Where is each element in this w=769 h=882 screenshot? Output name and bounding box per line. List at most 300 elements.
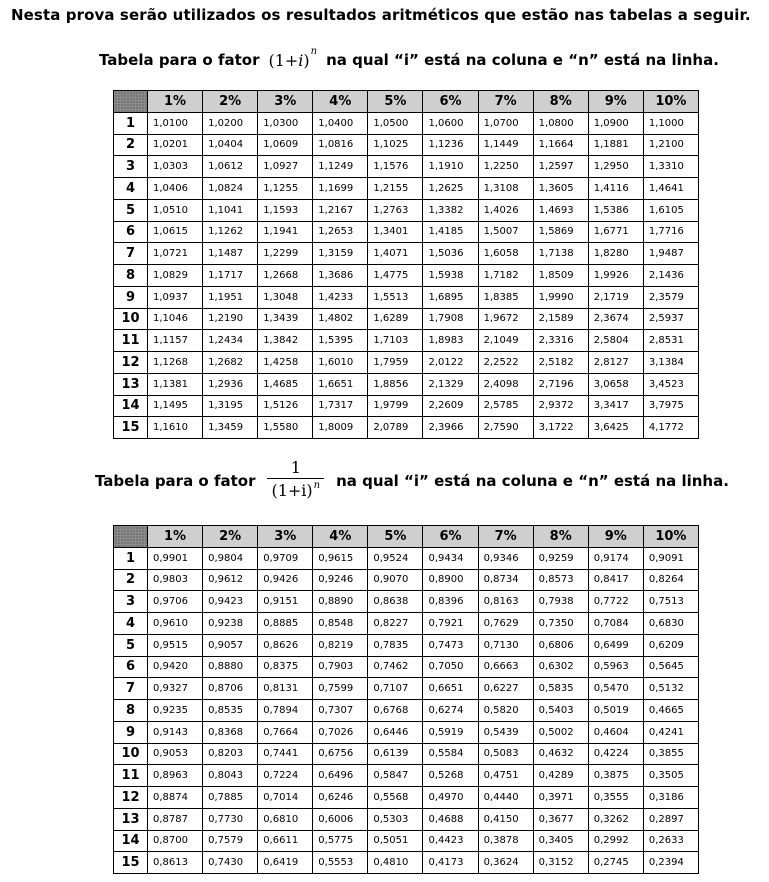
formula-base-close: )	[303, 50, 310, 70]
table-cell: 1,3401	[368, 221, 423, 243]
table-cell: 0,5847	[368, 765, 423, 787]
table-cell: 1,2167	[313, 199, 368, 221]
table-cell: 0,3186	[643, 787, 698, 809]
table-cell: 2,5804	[588, 330, 643, 352]
table-cell: 0,5083	[478, 743, 533, 765]
table-cell: 0,5051	[368, 830, 423, 852]
column-header: 9%	[588, 526, 643, 548]
table-cell: 0,8535	[203, 700, 258, 722]
table-cell: 1,0829	[148, 265, 203, 287]
table-cell: 2,7196	[533, 373, 588, 395]
column-header: 6%	[423, 91, 478, 113]
table-cell: 0,8264	[643, 569, 698, 591]
table-cell: 1,9799	[368, 395, 423, 417]
table-row	[114, 591, 699, 613]
table-cell: 0,9246	[313, 569, 368, 591]
table-cell: 0,7430	[203, 852, 258, 874]
table-cell: 0,5820	[478, 700, 533, 722]
table-cell: 1,4116	[588, 178, 643, 200]
table-cell: 2,2522	[478, 352, 533, 374]
table-cell: 0,4604	[588, 721, 643, 743]
column-header: 7%	[478, 91, 533, 113]
table-cell: 1,0200	[203, 112, 258, 134]
formula-denominator	[267, 478, 324, 504]
table-cell: 0,3971	[533, 787, 588, 809]
row-header: 3	[114, 156, 148, 178]
table-cell: 0,3555	[588, 787, 643, 809]
table-cell: 0,6768	[368, 700, 423, 722]
intro-text: Nesta prova serão utilizados os resultados aritméticos que estão nas tabelas a seguir.	[11, 6, 751, 24]
table-cell: 0,5775	[313, 830, 368, 852]
table-cell: 1,7182	[478, 265, 533, 287]
column-header: 3%	[258, 526, 313, 548]
table-cell: 1,1910	[423, 156, 478, 178]
table-cell: 1,5938	[423, 265, 478, 287]
table-cell: 1,4233	[313, 286, 368, 308]
row-header: 8	[114, 265, 148, 287]
table-cell: 1,5036	[423, 243, 478, 265]
table-cell: 1,8385	[478, 286, 533, 308]
table-cell: 1,8009	[313, 417, 368, 439]
table-cell: 1,0612	[203, 156, 258, 178]
table-cell: 2,3579	[643, 286, 698, 308]
table-cell: 0,3624	[478, 852, 533, 874]
table-header-row	[114, 526, 699, 548]
table-cell: 1,2625	[423, 178, 478, 200]
column-header: 2%	[203, 526, 258, 548]
discount-factor-formula	[267, 458, 324, 504]
table-cell: 0,8548	[313, 613, 368, 635]
table-cell: 0,7579	[203, 830, 258, 852]
table-cell: 0,7921	[423, 613, 478, 635]
table-cell: 2,7590	[478, 417, 533, 439]
table-cell: 0,9091	[643, 547, 698, 569]
table-cell: 1,1262	[203, 221, 258, 243]
row-header: 9	[114, 721, 148, 743]
column-header: 5%	[368, 526, 423, 548]
column-header: 4%	[313, 526, 368, 548]
table-cell: 2,3966	[423, 417, 478, 439]
row-header: 6	[114, 656, 148, 678]
table-cell: 0,7903	[313, 656, 368, 678]
table-cell: 1,7959	[368, 352, 423, 374]
row-header: 14	[114, 395, 148, 417]
table-cell: 3,1384	[643, 352, 698, 374]
table-cell: 1,2100	[643, 134, 698, 156]
table-cell: 0,6446	[368, 721, 423, 743]
table-cell: 0,9706	[148, 591, 203, 613]
table-cell: 0,9057	[203, 634, 258, 656]
table-cell: 0,6496	[313, 765, 368, 787]
table-cell: 1,1041	[203, 199, 258, 221]
table-cell: 1,2763	[368, 199, 423, 221]
table-cell: 1,3159	[313, 243, 368, 265]
table-cell: 1,8280	[588, 243, 643, 265]
table-cell: 0,5002	[533, 721, 588, 743]
table-cell: 1,4641	[643, 178, 698, 200]
table-cell: 3,7975	[643, 395, 698, 417]
table-cell: 0,7730	[203, 808, 258, 830]
table-cell: 1,9672	[478, 308, 533, 330]
table-cell: 1,5513	[368, 286, 423, 308]
table-cell: 1,3439	[258, 308, 313, 330]
table-cell: 0,3677	[533, 808, 588, 830]
column-header: 6%	[423, 526, 478, 548]
table-cell: 0,8880	[203, 656, 258, 678]
table-cell: 3,4523	[643, 373, 698, 395]
table-row	[114, 721, 699, 743]
table-cell: 0,4289	[533, 765, 588, 787]
table-cell: 1,5580	[258, 417, 313, 439]
table-cell: 1,1046	[148, 308, 203, 330]
table-cell: 0,9434	[423, 547, 478, 569]
table-cell: 0,7473	[423, 634, 478, 656]
table-cell: 1,6771	[588, 221, 643, 243]
table-cell: 0,7894	[258, 700, 313, 722]
table-row	[114, 243, 699, 265]
table-cell: 0,8227	[368, 613, 423, 635]
table-cell: 1,4071	[368, 243, 423, 265]
table-cell: 2,1589	[533, 308, 588, 330]
table-header-row	[114, 91, 699, 113]
table-cell: 0,4241	[643, 721, 698, 743]
table-cell: 0,5584	[423, 743, 478, 765]
table-cell: 0,6806	[533, 634, 588, 656]
table-cell: 1,2299	[258, 243, 313, 265]
row-header: 5	[114, 634, 148, 656]
table-cell: 1,8983	[423, 330, 478, 352]
table-cell: 0,9143	[148, 721, 203, 743]
table-cell: 1,0201	[148, 134, 203, 156]
table-cell: 0,8613	[148, 852, 203, 874]
table-cell: 2,8127	[588, 352, 643, 374]
corner-cell	[114, 91, 148, 113]
row-header: 13	[114, 373, 148, 395]
table-cell: 0,6209	[643, 634, 698, 656]
row-header: 12	[114, 352, 148, 374]
table-cell: 1,1025	[368, 134, 423, 156]
table-row	[114, 417, 699, 439]
table-cell: 1,4258	[258, 352, 313, 374]
table-cell: 0,4970	[423, 787, 478, 809]
table-cell: 0,9709	[258, 547, 313, 569]
table-cell: 0,5645	[643, 656, 698, 678]
table-cell: 1,0800	[533, 112, 588, 134]
table-cell: 1,3382	[423, 199, 478, 221]
table-cell: 1,1576	[368, 156, 423, 178]
row-header: 14	[114, 830, 148, 852]
table-cell: 1,1000	[643, 112, 698, 134]
table-cell: 0,6419	[258, 852, 313, 874]
corner-cell	[114, 526, 148, 548]
table-cell: 1,2936	[203, 373, 258, 395]
table-row	[114, 852, 699, 874]
table-row	[114, 352, 699, 374]
table-cell: 2,1436	[643, 265, 698, 287]
table-cell: 0,9804	[203, 547, 258, 569]
table-cell: 1,0406	[148, 178, 203, 200]
table-cell: 1,2250	[478, 156, 533, 178]
table-cell: 0,5835	[533, 678, 588, 700]
table-cell: 0,6810	[258, 808, 313, 830]
table-cell: 0,7026	[313, 721, 368, 743]
table-cell: 2,1329	[423, 373, 478, 395]
table-cell: 1,5869	[533, 221, 588, 243]
table-cell: 0,9615	[313, 547, 368, 569]
table-cell: 0,8163	[478, 591, 533, 613]
table-row	[114, 787, 699, 809]
table-cell: 0,8396	[423, 591, 478, 613]
column-header: 8%	[533, 91, 588, 113]
table-cell: 0,8131	[258, 678, 313, 700]
table-cell: 2,0122	[423, 352, 478, 374]
table-cell: 0,6006	[313, 808, 368, 830]
table-cell: 0,4751	[478, 765, 533, 787]
row-header: 15	[114, 852, 148, 874]
table-cell: 0,4150	[478, 808, 533, 830]
table-cell: 1,3310	[643, 156, 698, 178]
table-cell: 0,2633	[643, 830, 698, 852]
table-cell: 1,0615	[148, 221, 203, 243]
table-cell: 0,5470	[588, 678, 643, 700]
table-cell: 1,3459	[203, 417, 258, 439]
table-cell: 0,3875	[588, 765, 643, 787]
column-header: 4%	[313, 91, 368, 113]
table-cell: 1,1449	[478, 134, 533, 156]
table-cell: 3,0658	[588, 373, 643, 395]
table-cell: 1,7138	[533, 243, 588, 265]
table-cell: 1,0927	[258, 156, 313, 178]
row-header: 10	[114, 308, 148, 330]
table-cell: 0,8375	[258, 656, 313, 678]
table-cell: 0,9423	[203, 591, 258, 613]
table-cell: 1,9487	[643, 243, 698, 265]
table-cell: 1,0404	[203, 134, 258, 156]
table-cell: 2,9372	[533, 395, 588, 417]
table-cell: 0,8900	[423, 569, 478, 591]
table-cell: 1,8856	[368, 373, 423, 395]
table-row	[114, 308, 699, 330]
row-header: 15	[114, 417, 148, 439]
table-row	[114, 830, 699, 852]
table-row	[114, 678, 699, 700]
row-header: 4	[114, 178, 148, 200]
row-header: 1	[114, 547, 148, 569]
table-cell: 0,6227	[478, 678, 533, 700]
table1-caption-prefix: Tabela para o fator	[99, 51, 260, 69]
column-header: 3%	[258, 91, 313, 113]
table-row	[114, 199, 699, 221]
row-header: 5	[114, 199, 148, 221]
table-cell: 1,3108	[478, 178, 533, 200]
table-cell: 1,0816	[313, 134, 368, 156]
table-cell: 1,3605	[533, 178, 588, 200]
table-cell: 0,5553	[313, 852, 368, 874]
table-cell: 1,4775	[368, 265, 423, 287]
table-cell: 1,5395	[313, 330, 368, 352]
table-cell: 3,1722	[533, 417, 588, 439]
table-cell: 1,7716	[643, 221, 698, 243]
row-header: 11	[114, 330, 148, 352]
table-cell: 1,0600	[423, 112, 478, 134]
table-cell: 1,7908	[423, 308, 478, 330]
table-cell: 1,6105	[643, 199, 698, 221]
table-row	[114, 112, 699, 134]
table-cell: 0,5132	[643, 678, 698, 700]
row-header: 11	[114, 765, 148, 787]
table-cell: 1,0721	[148, 243, 203, 265]
table-row	[114, 373, 699, 395]
table-cell: 0,7050	[423, 656, 478, 678]
table-cell: 0,7441	[258, 743, 313, 765]
table-cell: 1,2950	[588, 156, 643, 178]
table-row	[114, 134, 699, 156]
table-cell: 1,1941	[258, 221, 313, 243]
table-cell: 0,9610	[148, 613, 203, 635]
table-cell: 0,8706	[203, 678, 258, 700]
table-cell: 0,9174	[588, 547, 643, 569]
table-cell: 1,5126	[258, 395, 313, 417]
table-cell: 0,2992	[588, 830, 643, 852]
table-cell: 0,8203	[203, 743, 258, 765]
table-cell: 1,9990	[533, 286, 588, 308]
table-row	[114, 265, 699, 287]
row-header: 13	[114, 808, 148, 830]
row-header: 8	[114, 700, 148, 722]
table-cell: 0,7722	[588, 591, 643, 613]
table-cell: 0,9070	[368, 569, 423, 591]
table-cell: 0,2897	[643, 808, 698, 830]
table-cell: 1,0400	[313, 112, 368, 134]
table-cell: 0,7938	[533, 591, 588, 613]
column-header: 10%	[643, 526, 698, 548]
table-cell: 0,6756	[313, 743, 368, 765]
table-cell: 3,3417	[588, 395, 643, 417]
table-cell: 1,6289	[368, 308, 423, 330]
table-cell: 0,8417	[588, 569, 643, 591]
table-cell: 2,0789	[368, 417, 423, 439]
table-cell: 0,9803	[148, 569, 203, 591]
table-cell: 1,1157	[148, 330, 203, 352]
table-cell: 0,9259	[533, 547, 588, 569]
table-row	[114, 221, 699, 243]
table-cell: 0,3262	[588, 808, 643, 830]
table-cell: 2,1719	[588, 286, 643, 308]
table-cell: 0,8874	[148, 787, 203, 809]
table-cell: 0,4224	[588, 743, 643, 765]
row-header: 12	[114, 787, 148, 809]
table-cell: 1,6895	[423, 286, 478, 308]
table-cell: 0,2745	[588, 852, 643, 874]
table-cell: 2,3316	[533, 330, 588, 352]
table-cell: 1,2155	[368, 178, 423, 200]
column-header: 2%	[203, 91, 258, 113]
table-cell: 0,4665	[643, 700, 698, 722]
table-cell: 0,5303	[368, 808, 423, 830]
table-cell: 0,6830	[643, 613, 698, 635]
table-cell: 0,7599	[313, 678, 368, 700]
table-cell: 1,0510	[148, 199, 203, 221]
table-cell: 0,4688	[423, 808, 478, 830]
table-cell: 0,6274	[423, 700, 478, 722]
table-cell: 0,8734	[478, 569, 533, 591]
table-cell: 1,7317	[313, 395, 368, 417]
table-cell: 0,3152	[533, 852, 588, 874]
table-cell: 0,4632	[533, 743, 588, 765]
table2-caption-prefix: Tabela para o fator	[95, 472, 256, 490]
table-cell: 1,0303	[148, 156, 203, 178]
table-row	[114, 656, 699, 678]
table-cell: 0,7084	[588, 613, 643, 635]
table-row	[114, 395, 699, 417]
table-cell: 0,6499	[588, 634, 643, 656]
table-cell: 0,5568	[368, 787, 423, 809]
table-cell: 0,9420	[148, 656, 203, 678]
table-cell: 1,4026	[478, 199, 533, 221]
table-cell: 0,7462	[368, 656, 423, 678]
table-row	[114, 808, 699, 830]
row-header: 10	[114, 743, 148, 765]
table-cell: 1,7103	[368, 330, 423, 352]
row-header: 9	[114, 286, 148, 308]
table-row	[114, 765, 699, 787]
table-cell: 0,3405	[533, 830, 588, 852]
table-row	[114, 547, 699, 569]
table-cell: 1,4685	[258, 373, 313, 395]
table-cell: 0,6302	[533, 656, 588, 678]
table-cell: 0,9612	[203, 569, 258, 591]
table-cell: 1,0700	[478, 112, 533, 134]
table-cell: 1,1249	[313, 156, 368, 178]
table-cell: 1,1236	[423, 134, 478, 156]
table-cell: 1,1610	[148, 417, 203, 439]
table-cell: 1,0100	[148, 112, 203, 134]
table-cell: 0,6611	[258, 830, 313, 852]
table1-caption-suffix: na qual “i” está na coluna e “n” está na linha.	[326, 51, 719, 69]
formula-var: i	[298, 50, 304, 70]
table-cell: 1,3195	[203, 395, 258, 417]
table-cell: 1,2190	[203, 308, 258, 330]
table-cell: 1,9926	[588, 265, 643, 287]
table-cell: 0,5268	[423, 765, 478, 787]
column-header: 9%	[588, 91, 643, 113]
table-cell: 0,6246	[313, 787, 368, 809]
table-row	[114, 286, 699, 308]
table-cell: 1,5007	[478, 221, 533, 243]
table-cell: 0,9238	[203, 613, 258, 635]
table-row	[114, 569, 699, 591]
table-cell: 0,9901	[148, 547, 203, 569]
table-cell: 1,4802	[313, 308, 368, 330]
table-cell: 0,2394	[643, 852, 698, 874]
column-header: 10%	[643, 91, 698, 113]
column-header: 8%	[533, 526, 588, 548]
table-cell: 0,9524	[368, 547, 423, 569]
table-cell: 2,5182	[533, 352, 588, 374]
table-cell: 0,8368	[203, 721, 258, 743]
table-cell: 0,7130	[478, 634, 533, 656]
row-header: 2	[114, 134, 148, 156]
table-cell: 0,9151	[258, 591, 313, 613]
table-cell: 1,6651	[313, 373, 368, 395]
table2-caption-suffix: na qual “i” está na coluna e “n” está na linha.	[336, 472, 729, 490]
row-header: 2	[114, 569, 148, 591]
table-cell: 1,1593	[258, 199, 313, 221]
table-cell: 2,5937	[643, 308, 698, 330]
table-cell: 1,2682	[203, 352, 258, 374]
table-cell: 0,7885	[203, 787, 258, 809]
table-row	[114, 743, 699, 765]
